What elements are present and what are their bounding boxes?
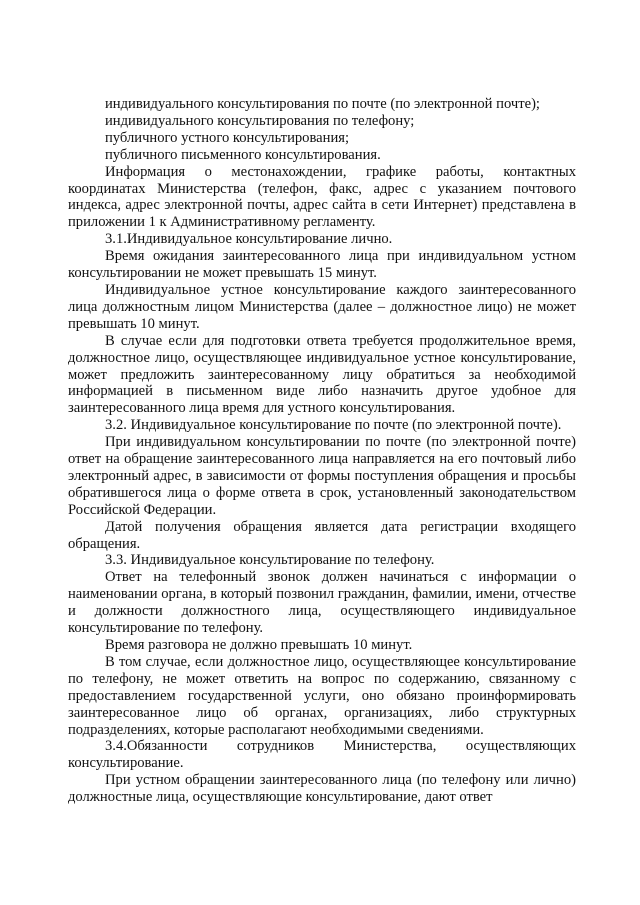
paragraph-consulting-duration: Индивидуальное устное консультирование каждого заинтересованного лица должностным лицом Министерства (далее – должностное лицо) не может превышать 10 минут. xyxy=(68,281,576,332)
section-heading-3-2: 3.2. Индивидуальное консультирование по почте (по электронной почте). xyxy=(105,417,562,434)
document-body xyxy=(68,96,576,806)
paragraph-receipt-date: Датой получения обращения является дата регистрации входящего обращения. xyxy=(68,518,576,552)
paragraph-mail-response: При индивидуальном консультировании по почте (по электронной почте) ответ на обращение заинтересованного лица направляется на его почтовый либо электронный адрес, в зависимости от формы поступления обращения и просьбы обратившегося лица о форме ответа в срок, установленный законодательством Российской Федерации. xyxy=(68,434,576,518)
paragraph-phone-answer: Ответ на телефонный звонок должен начинаться с информации о наименовании органа, в который позвонил гражданин, фамилии, имени, отчестве и должности должностного лица, осуществляющего индивидуальное консультирование по телефону. xyxy=(68,569,576,637)
paragraph-long-preparation: В случае если для подготовки ответа требуется продолжительное время, должностное лицо, осуществляющее индивидуальное устное консультирование, может предложить заинтересованному лицу обратиться за необходимой информацией в письменном виде либо назначить другое удобное для заинтересованного лица время для устного консультирования. xyxy=(68,332,576,417)
section-heading-3-4: 3.4.Обязанности сотрудников Министерства, осуществляющих консультирование. xyxy=(68,738,576,772)
section-heading-3-3: 3.3. Индивидуальное консультирование по телефону. xyxy=(105,552,435,569)
list-item-public-oral-consulting: публичного устного консультирования; xyxy=(105,129,350,146)
paragraph-redirect-info: В том случае, если должностное лицо, осуществляющее консультирование по телефону, не может ответить на вопрос по содержанию, связанному с предоставлением государственной услуги, оно обязано проинформировать заинтересованное лицо об органах, организациях, либо структурных подразделениях, которые располагают необходимыми сведениями. xyxy=(68,653,576,738)
paragraph-waiting-time: Время ожидания заинтересованного лица при индивидуальном устном консультировании не может превышать 15 минут. xyxy=(68,248,576,282)
paragraph-oral-request: При устном обращении заинтересованного лица (по телефону или лично) должностные лица, осуществляющие консультирование, дают ответ xyxy=(68,772,576,806)
list-item-email-consulting: индивидуального консультирования по почте (по электронной почте); xyxy=(105,96,540,112)
section-heading-3-1: 3.1.Индивидуальное консультирование лично. xyxy=(105,231,393,248)
paragraph-contact-info: Информация о местонахождении, графике работы, контактных координатах Министерства (телефон, факс, адрес с указанием почтового индекса, адрес электронной почты, адрес сайта в сети Интернет) представлена в приложении 1 к Административному регламенту. xyxy=(68,163,576,231)
list-item-phone-consulting: индивидуального консультирования по телефону; xyxy=(105,112,415,129)
paragraph-call-duration: Время разговора не должно превышать 10 минут. xyxy=(105,637,413,653)
list-item-public-written-consulting: публичного письменного консультирования. xyxy=(105,146,381,163)
